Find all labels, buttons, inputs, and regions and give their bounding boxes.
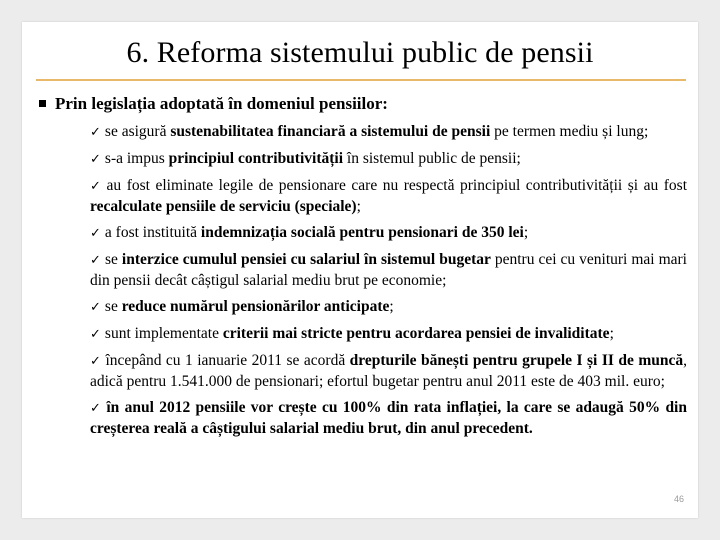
item-text: se <box>105 251 122 268</box>
item-text: ; <box>609 325 614 342</box>
title-divider <box>36 79 686 81</box>
checkmark-icon: ✓ <box>90 354 102 369</box>
slide-content <box>39 94 687 445</box>
lead-bullet <box>39 94 687 114</box>
item-text: se <box>104 298 122 315</box>
item-text: pentru cei cu venituri mai mari din pensii decât câștigul salarial mediu brut pe economie; <box>90 251 687 289</box>
square-bullet-icon <box>39 100 46 107</box>
list-item <box>90 351 687 392</box>
checkmark-icon: ✓ <box>90 327 101 342</box>
item-bold-text: interzice cumulul pensiei cu salariul în sistemul bugetar <box>121 251 491 268</box>
list-item <box>90 223 687 244</box>
item-text: s-a impus <box>104 150 169 167</box>
item-text: începând cu 1 ianuarie 2011 se acordă <box>105 352 350 369</box>
item-bold-text: principiul contributivității <box>168 150 344 167</box>
item-text: , adică pentru 1.541.000 de pensionari; efortul bugetar pentru anul 2011 este de 403 mil. euro; <box>90 352 687 390</box>
checkmark-icon: ✓ <box>90 401 103 416</box>
checkmark-icon: ✓ <box>90 300 101 315</box>
item-bold-text: în anul 2012 pensiile vor crește cu 100% din rata inflației, la care se adaugă 50% din creșterea reală a câștigului salarial mediu brut, din anul precedent. <box>90 399 687 437</box>
item-text: a fost instituită <box>104 224 201 241</box>
list-item <box>90 176 687 217</box>
item-bold-text: reduce numărul pensionărilor anticipate <box>121 298 390 315</box>
checkmark-icon: ✓ <box>90 152 101 167</box>
list-item <box>90 149 687 170</box>
list-item <box>90 297 687 318</box>
list-item <box>90 324 687 345</box>
list-item <box>90 250 687 291</box>
list-item <box>90 122 687 143</box>
checkmark-icon: ✓ <box>90 125 101 140</box>
item-bold-text: indemnizația socială pentru pensionari de 350 lei <box>200 224 524 241</box>
item-text: ; <box>389 298 394 315</box>
list-item <box>90 398 687 439</box>
item-bold-text: criterii mai stricte pentru acordarea pensiei de invaliditate <box>222 325 610 342</box>
item-text: pe termen mediu și lung; <box>490 123 649 140</box>
item-bold-text: sustenabilitatea financiară a sistemului de pensii <box>170 123 491 140</box>
lead-text: Prin legislația adoptată în domeniul pensiilor: <box>55 94 388 113</box>
slide-title: 6. Reforma sistemului public de pensii <box>126 36 594 69</box>
item-bold-text: recalculate pensiile de serviciu (speciale) <box>90 198 357 215</box>
item-text: ; <box>523 224 529 241</box>
item-text: se asigură <box>104 123 171 140</box>
item-text: sunt implementate <box>104 325 223 342</box>
page-number: 46 <box>673 494 684 504</box>
checkmark-icon: ✓ <box>90 226 101 241</box>
checkmark-icon: ✓ <box>90 253 102 268</box>
check-list <box>39 122 687 439</box>
item-text: în sistemul public de pensii; <box>343 150 521 167</box>
item-bold-text: drepturile bănești pentru grupele I și II de muncă <box>349 352 684 369</box>
item-text: au fost eliminate legile de pensionare care nu respectă principiul contributivității și au fost <box>106 177 687 194</box>
slide-panel <box>22 22 698 518</box>
checkmark-icon: ✓ <box>90 179 103 194</box>
item-text: ; <box>356 198 361 215</box>
